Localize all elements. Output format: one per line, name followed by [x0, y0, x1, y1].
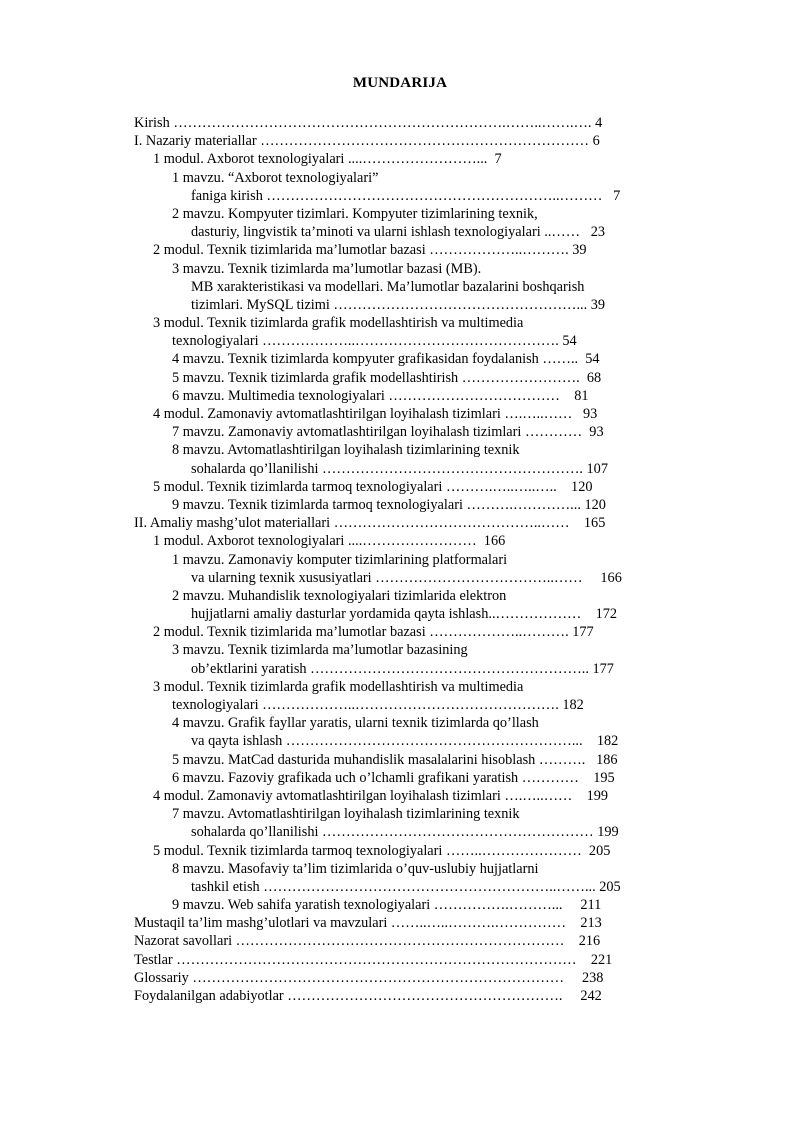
toc-entry: 5 modul. Texnik tizimlarda tarmoq texnologiyalari ……….…..…..….. 120 [153, 478, 593, 495]
toc-entry: Testlar ………………………………………………………………………… 221 [134, 951, 613, 968]
toc-entry: ob’ektlarini yaratish ………………………………………………….. 177 [191, 660, 614, 677]
toc-entry: 1 modul. Axborot texnologiyalari ....…………………… 166 [153, 533, 506, 550]
toc-entry: Foydalanilgan adabiyotlar …………………………………………………. 242 [134, 988, 602, 1004]
toc-entry: MB xarakteristikasi va modellari. Ma’lumotlar bazalarini boshqarish [191, 278, 585, 295]
toc-entry: 6 mavzu. Fazoviy grafikada uch o’lchamli grafikani yaratish ………… 195 [172, 769, 615, 786]
toc-entry: 4 mavzu. Grafik fayllar yaratis, ularni texnik tizimlarda qo’llash [172, 715, 539, 732]
toc-entry: 5 modul. Texnik tizimlarda tarmoq texnologiyalari ……..………………… 205 [153, 842, 611, 859]
toc-entry: Mustaqil ta’lim mashg’ulotlari va mavzulari ……..…..……….…………… 213 [134, 915, 602, 932]
toc-entry: 2 mavzu. Muhandislik texnologiyalari tizimlarida elektron [172, 587, 507, 604]
toc-entry: 1 modul. Axborot texnologiyalari ....……………………... 7 [153, 151, 502, 168]
toc-entry: Kirish …………………………………………………………….……..…….…. 4 [134, 115, 603, 131]
toc-entry: tizimlari. MySQL tizimi ……………………………………………... 39 [191, 296, 606, 313]
toc-entry: 7 mavzu. Zamonaviy avtomatlashtirilgan loyihalash tizimlari ………… 93 [172, 424, 604, 441]
toc-entry: 5 mavzu. Texnik tizimlarda grafik modellashtirish ……………………. 68 [172, 369, 602, 386]
toc-entry: 4 modul. Zamonaviy avtomatlashtirilgan loyihalash tizimlari ….…..…… 199 [153, 787, 609, 804]
toc-entry: 2 mavzu. Kompyuter tizimlari. Kompyuter tizimlarining texnik, [172, 205, 538, 222]
toc-entry: texnologiyalari ………………..……………………………………. 54 [172, 333, 577, 350]
toc-entry: 3 mavzu. Texnik tizimlarda ma’lumotlar bazasining [172, 642, 468, 659]
toc-entry: sohalarda qo’llanilishi ………………………………………………. 107 [191, 460, 608, 477]
toc-entry: dasturiy, lingvistik ta’minoti va ularni ishlash texnologiyalari ..…… 23 [191, 224, 606, 241]
toc-entry: 9 mavzu. Texnik tizimlarda tarmoq texnologiyalari ……….…………... 120 [172, 496, 606, 513]
toc-entry: faniga kirish ……………………………………………………..……… 7 [191, 187, 621, 204]
toc-entry: sohalarda qo’llanilishi ………………………………………………… 199 [191, 824, 619, 841]
toc-entry: Nazorat savollari …………………………………………………………… 216 [134, 933, 601, 950]
toc-entry: tashkil etish ……………………………………………………..……... 205 [191, 878, 621, 895]
toc-entry: Glossariy …………………………………………………………………… 238 [134, 969, 604, 986]
toc-entry: 1 mavzu. Zamonaviy komputer tizimlarining platformalari [172, 551, 508, 568]
toc-entry: I. Nazariy materiallar …………………………………………………………… 6 [134, 133, 600, 150]
toc-entry: texnologiyalari ………………..……………………………………. 182 [172, 697, 584, 713]
toc-entry: 8 mavzu. Masofaviy ta’lim tizimlarida o’quv-uslubiy hujjatlarni [172, 860, 539, 877]
toc-entry: hujjatlarni amaliy dasturlar yordamida qayta ishlash..……………… 172 [191, 606, 618, 623]
toc-entry: 5 mavzu. MatCad dasturida muhandislik masalalarini hisoblash ………. 186 [172, 751, 618, 768]
toc-entry: va ularning texnik xususiyatlari ………………………………..…… 166 [191, 569, 622, 586]
toc-entry: 2 modul. Texnik tizimlarida ma’lumotlar bazasi ………………..………. 39 [153, 242, 587, 259]
toc-entry: 3 mavzu. Texnik tizimlarda ma’lumotlar bazasi (MB). [172, 260, 482, 277]
toc-entry: 9 mavzu. Web sahifa yaratish texnologiyalari …………….………... 211 [172, 897, 602, 914]
toc-entry: va qayta ishlash ……………………………………………………... 182 [191, 733, 619, 750]
toc-entry: 1 mavzu. “Axborot texnologiyalari” [172, 169, 379, 186]
toc-entry: 8 mavzu. Avtomatlashtirilgan loyihalash tizimlarining texnik [172, 442, 520, 459]
table-of-contents [134, 114, 674, 1005]
toc-entry: 3 modul. Texnik tizimlarda grafik modellashtirish va multimedia [153, 678, 524, 695]
toc-entry: 4 modul. Zamonaviy avtomatlashtirilgan loyihalash tizimlari ….…..…… 93 [153, 406, 598, 422]
toc-entry: 4 mavzu. Texnik tizimlarda kompyuter grafikasidan foydalanish …….. 54 [172, 351, 600, 368]
toc-entry: II. Amaliy mashg’ulot materiallari ……………………………………..…… 165 [134, 515, 606, 532]
toc-entry: 7 mavzu. Avtomatlashtirilgan loyihalash tizimlarining texnik [172, 806, 520, 823]
page-title: MUNDARIJA [352, 75, 448, 91]
toc-entry: 6 mavzu. Multimedia texnologiyalari ……………………………… 81 [172, 387, 589, 404]
toc-entry: 2 modul. Texnik tizimlarida ma’lumotlar bazasi ………………..………. 177 [153, 624, 594, 641]
toc-entry: 3 modul. Texnik tizimlarda grafik modellashtirish va multimedia [153, 315, 524, 332]
